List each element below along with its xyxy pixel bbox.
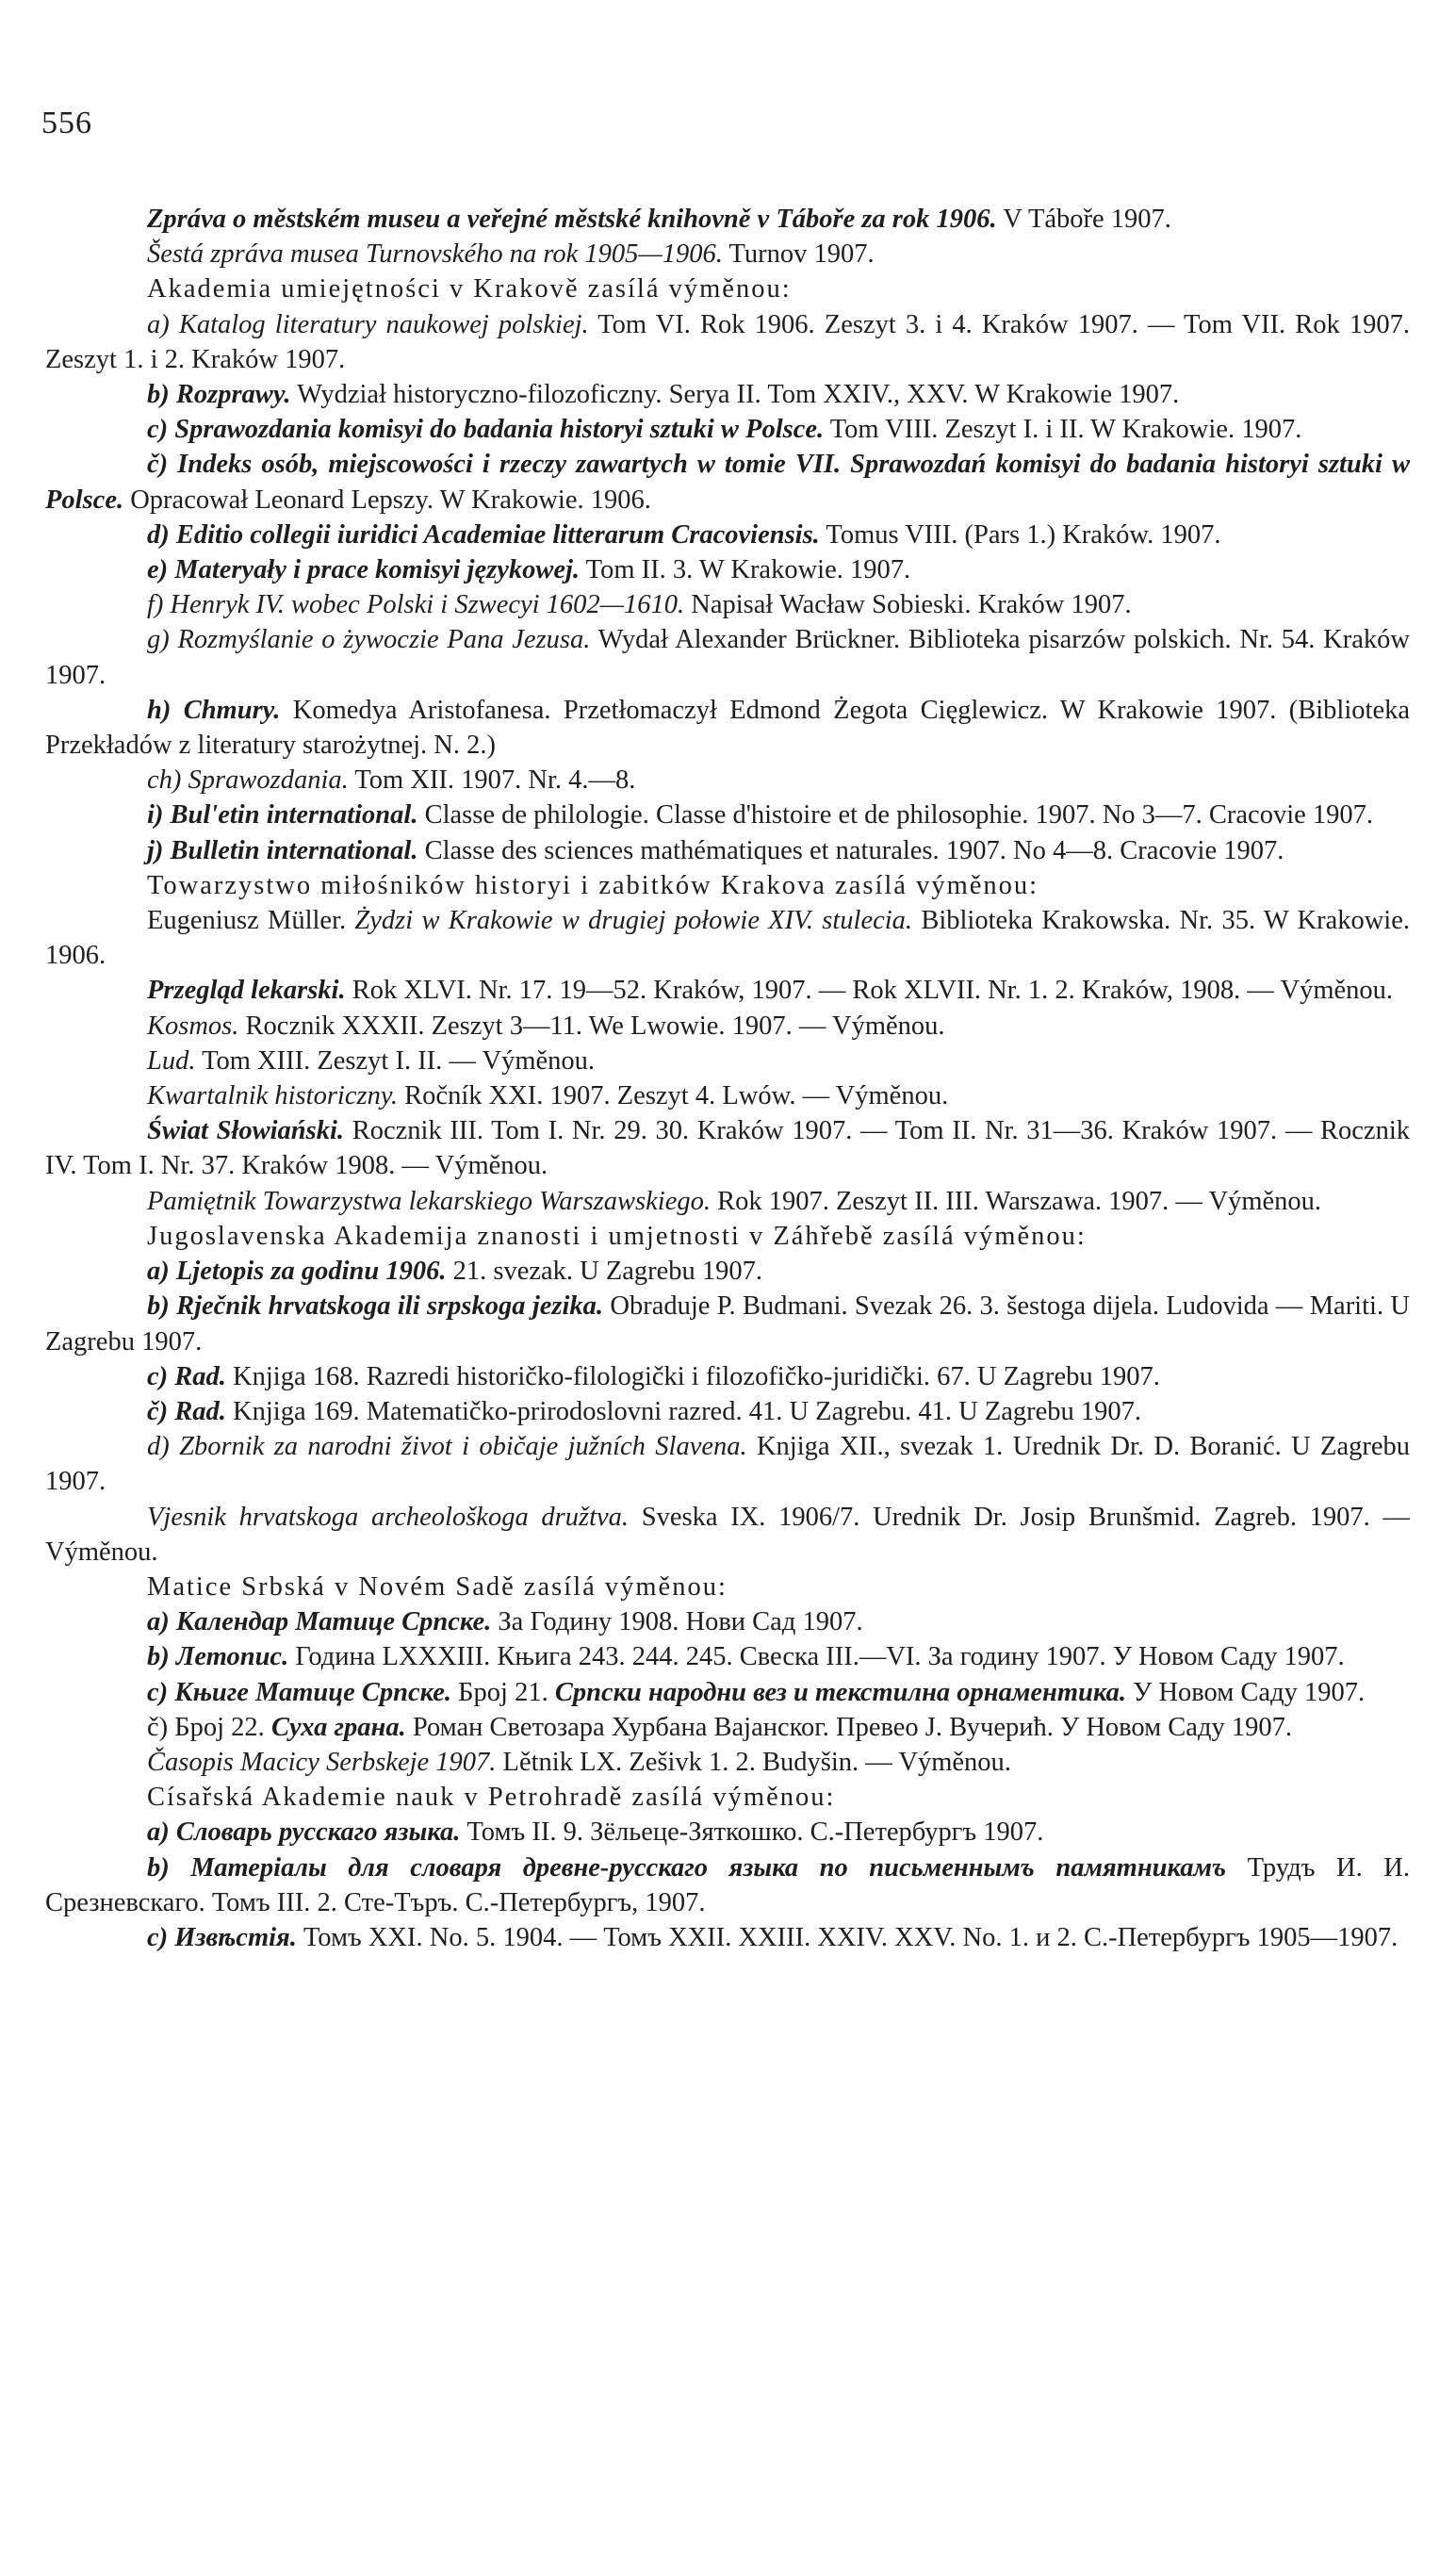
entry-text: Ročník XXI. 1907. Zeszyt 4. Lwów. — Výměnou. xyxy=(398,1081,949,1111)
entry-text: Tom II. 3. W Krakowie. 1907. xyxy=(580,555,911,585)
entry xyxy=(45,1044,1410,1078)
entry xyxy=(45,412,1410,447)
entry-text: Obraduje P. Budmani. Svezak 26. 3. šestoga dijela. Ludovida — Mariti. U Zagrebu 1907. xyxy=(45,1291,1410,1356)
entry-text: j) Bulletin international. xyxy=(147,835,418,865)
entry-text: a) Katalog literatury naukowej polskiej. xyxy=(147,309,589,339)
entry xyxy=(45,622,1410,692)
entry xyxy=(45,973,1410,1008)
entry xyxy=(45,377,1410,412)
entry xyxy=(45,1394,1410,1429)
entry-text: b) Матеріалы для словаря древне-русскаго языка по письменнымъ памятникамъ xyxy=(147,1852,1227,1883)
entry-text: d) Zbornik za narodni život i običaje južních Slavena. xyxy=(147,1432,747,1462)
entry xyxy=(45,1639,1410,1674)
entry-text: Lud. xyxy=(147,1045,196,1076)
entry-text: Classe de philologie. Classe d'histoire et de philosophie. 1907. No 3—7. Cracovie 1907. xyxy=(417,800,1374,830)
entry-text: Роман Светозара Хурбана Вајанског. Превео J. Вучерић. У Новом Саду 1907. xyxy=(405,1712,1292,1742)
entry-text: b) Rječnik hrvatskoga ili srpskoga jezika. xyxy=(147,1291,604,1322)
entry-text: f) Henryk IV. wobec Polski i Szwecyi 1602—1610. xyxy=(147,590,685,620)
entry xyxy=(45,797,1410,832)
entry xyxy=(45,1429,1410,1499)
entry-text: Turnov 1907. xyxy=(722,239,875,270)
entry-text: Tom XIII. Zeszyt I. II. — Výměnou. xyxy=(195,1045,596,1076)
entry-text: Świat Słowiański. xyxy=(147,1116,345,1146)
page-number: 556 xyxy=(41,106,92,140)
entry-text: Časopis Macicy Serbskeje 1907. xyxy=(147,1747,497,1777)
entry-text: g) Rozmyślanie o żywoczie Pana Jezusa. xyxy=(147,625,591,655)
entry xyxy=(45,237,1410,271)
entry xyxy=(45,1570,1410,1604)
entry-text: i) Bul'etin international. xyxy=(147,800,418,830)
entry-text: Zpráva o městském museu a veřejné městské knihovně v Táboře za rok 1906. xyxy=(147,205,997,234)
entry-text: Tom VIII. Zeszyt I. i II. W Krakowie. 1907. xyxy=(824,415,1302,445)
entry-text: Број 21. xyxy=(451,1677,555,1707)
document-body xyxy=(45,202,1410,1955)
entry xyxy=(45,1500,1410,1570)
entry-text: V Táboře 1907. xyxy=(996,205,1171,234)
entry-text: č) Број 22. xyxy=(147,1712,271,1742)
entry-text: e) Materyały i prace komisyi językowej. xyxy=(147,555,581,585)
entry-text: Eugeniusz Müller. xyxy=(147,906,355,936)
entry-text: Towarzystwo miłośników historyi i zabitków Krakova zasílá výměnou: xyxy=(147,870,1039,900)
entry-text: Sveska IX. 1906/7. Urednik Dr. Josip Brunšmid. Zagreb. 1907. — Výměnou. xyxy=(45,1502,1410,1567)
entry xyxy=(45,1815,1410,1850)
entry-text: č) Indeks osób, miejscowości i rzeczy zawartych w tomie VII. Sprawozdań komisyi do badania historyi sztuki w Polsce. xyxy=(45,450,1410,515)
entry-text: У Новом Саду 1907. xyxy=(1126,1677,1366,1707)
entry-text: Akademia umiejętności v Krakově zasílá výměnou: xyxy=(147,274,792,304)
entry-text: b) Летопис. xyxy=(147,1642,289,1672)
entry-text: č) Rad. xyxy=(147,1396,226,1426)
entry-text: Wydał Alexander Brückner. Biblioteka pisarzów polskich. Nr. 54. Kraków 1907. xyxy=(45,625,1410,690)
entry-text: Rok 1907. Zeszyt II. III. Warszawa. 1907. — Výměnou. xyxy=(710,1186,1322,1216)
entry xyxy=(45,1745,1410,1780)
entry-text: c) Rad. xyxy=(147,1361,226,1391)
entry-text: Година LXXXIII. Књига 243. 244. 245. Свеска III.—VI. За годину 1907. У Новом Саду 1907. xyxy=(288,1642,1345,1672)
entry-text: Lětnik LX. Zešivk 1. 2. Budyšin. — Výměnou. xyxy=(496,1747,1011,1777)
entry-text: Šestá zpráva musea Turnovského na rok 1905—1906. xyxy=(147,239,723,270)
entry xyxy=(45,1710,1410,1745)
entry-text: c) Извѣстія. xyxy=(147,1922,297,1952)
entry-text: Przegląd lekarski. xyxy=(147,976,346,1006)
entry xyxy=(45,518,1410,552)
entry-text: Суха грана. xyxy=(270,1712,406,1742)
entry-text: Kwartalnik historiczny. xyxy=(147,1081,399,1111)
entry xyxy=(45,1289,1410,1358)
entry-text: ch) Sprawozdania. xyxy=(147,765,349,796)
entry-text: Tom XII. 1907. Nr. 4.—8. xyxy=(348,765,636,796)
entry-text: Biblioteka Krakowska. Nr. 35. W Krakowie. 1906. xyxy=(45,906,1410,971)
entry xyxy=(45,202,1410,237)
entry-text: Томъ XXI. No. 5. 1904. — Томъ XXII. XXIII. XXIV. XXV. No. 1. и 2. С.-Петербургъ 1905—1907. xyxy=(296,1922,1399,1952)
entry-text: Rocznik XXXII. Zeszyt 3—11. We Lwowie. 1907. — Výměnou. xyxy=(238,1011,945,1041)
entry xyxy=(45,1078,1410,1113)
entry-text: Knjiga XII., svezak 1. Urednik Dr. D. Boranić. U Zagrebu 1907. xyxy=(45,1432,1410,1497)
entry-text: Vjesnik hrvatskoga archeološkoga družtva. xyxy=(147,1502,630,1532)
entry xyxy=(45,552,1410,587)
entry-text: Opracował Leonard Lepszy. W Krakowie. 1906. xyxy=(123,485,651,515)
entry-text: Трудъ И. И. Срезневскаго. Томъ III. 2. Сте-Търъ. С.-Петербургъ, 1907. xyxy=(45,1852,1410,1917)
entry-text: Српски народни вез и текстилна орнаментика. xyxy=(554,1677,1127,1707)
entry xyxy=(45,1675,1410,1710)
entry xyxy=(45,833,1410,868)
entry-text: За Годину 1908. Нови Сад 1907. xyxy=(491,1607,863,1637)
entry xyxy=(45,1850,1410,1920)
entry xyxy=(45,903,1410,973)
entry-text: Classe des sciences mathématiques et naturales. 1907. No 4—8. Cracovie 1907. xyxy=(417,835,1284,865)
entry-text: a) Ljetopis za godinu 1906. xyxy=(147,1257,447,1287)
entry xyxy=(45,1184,1410,1219)
entry xyxy=(45,271,1410,306)
entry xyxy=(45,763,1410,797)
entry xyxy=(45,1009,1410,1044)
entry-text: Komedya Aristofanesa. Przetłomaczył Edmond Żegota Cięglewicz. W Krakowie 1907. (Biblioteka Przekładów z literatury starożytnej. N. 2.) xyxy=(45,695,1410,761)
entry-text: a) Календар Матице Српске. xyxy=(147,1607,492,1637)
entry xyxy=(45,307,1410,377)
entry-text: Tom VI. Rok 1906. Zeszyt 3. i 4. Kraków 1907. — Tom VII. Rok 1907. Zeszyt 1. i 2. Kraków 1907. xyxy=(45,309,1410,374)
entry xyxy=(45,1920,1410,1955)
entry-text: Knjiga 168. Razredi historičko-filologički i filozofičko-juridički. 67. U Zagrebu 1907. xyxy=(225,1361,1160,1391)
entry-text: b) Rozprawy. xyxy=(147,380,291,410)
entry-text: Żydzi w Krakowie w drugiej połowie XIV. stulecia. xyxy=(354,906,913,936)
entry-text: h) Chmury. xyxy=(147,695,281,725)
entry-text: Rocznik III. Tom I. Nr. 29. 30. Kraków 1907. — Tom II. Nr. 31—36. Kraków 1907. — Rocznik IV. Tom I. Nr. 37. Kraków 1908. — Výměnou. xyxy=(45,1116,1410,1181)
entry-text: Tomus VIII. (Pars 1.) Kraków. 1907. xyxy=(819,519,1221,550)
entry-text: Matice Srbská v Novém Sadě zasílá výměnou: xyxy=(147,1571,728,1602)
entry xyxy=(45,447,1410,517)
entry-text: Knjiga 169. Matematičko-prirodoslovni razred. 41. U Zagrebu. 41. U Zagrebu 1907. xyxy=(225,1396,1142,1426)
entry xyxy=(45,1113,1410,1183)
entry-text: Wydział historyczno-filozoficzny. Serya II. Tom XXIV., XXV. W Krakowie 1907. xyxy=(290,380,1180,410)
entry xyxy=(45,1604,1410,1639)
entry-text: Rok XLVI. Nr. 17. 19—52. Kraków, 1907. — Rok XLVII. Nr. 1. 2. Kraków, 1908. — Výměnou. xyxy=(345,976,1394,1006)
entry-text: Томъ II. 9. Зёльеце-Зяткошко. С.-Петербургъ 1907. xyxy=(460,1817,1044,1848)
entry-text: Císařská Akademie nauk v Petrohradě zasílá výměnou: xyxy=(147,1783,836,1813)
entry xyxy=(45,693,1410,763)
entry-text: Napisał Wacław Sobieski. Kraków 1907. xyxy=(684,590,1132,620)
entry-text: 21. svezak. U Zagrebu 1907. xyxy=(446,1257,763,1287)
entry xyxy=(45,1219,1410,1254)
entry xyxy=(45,868,1410,903)
entry xyxy=(45,587,1410,622)
entry xyxy=(45,1359,1410,1394)
entry-text: Jugoslavenska Akademija znanosti i umjetnosti v Záhřebě zasílá výměnou: xyxy=(147,1221,1087,1251)
entry-text: Kosmos. xyxy=(147,1011,239,1041)
entry-text: Pamiętnik Towarzystwa lekarskiego Warszawskiego. xyxy=(147,1186,711,1216)
entry-text: c) Књиге Матице Српске. xyxy=(147,1677,452,1707)
entry-text: c) Sprawozdania komisyi do badania historyi sztuki w Polsce. xyxy=(147,415,825,445)
entry-text: d) Editio collegii iuridici Academiae litterarum Cracoviensis. xyxy=(147,519,820,550)
entry-text: a) Словарь русскаго языка. xyxy=(147,1817,461,1848)
entry xyxy=(45,1254,1410,1289)
entry xyxy=(45,1780,1410,1815)
